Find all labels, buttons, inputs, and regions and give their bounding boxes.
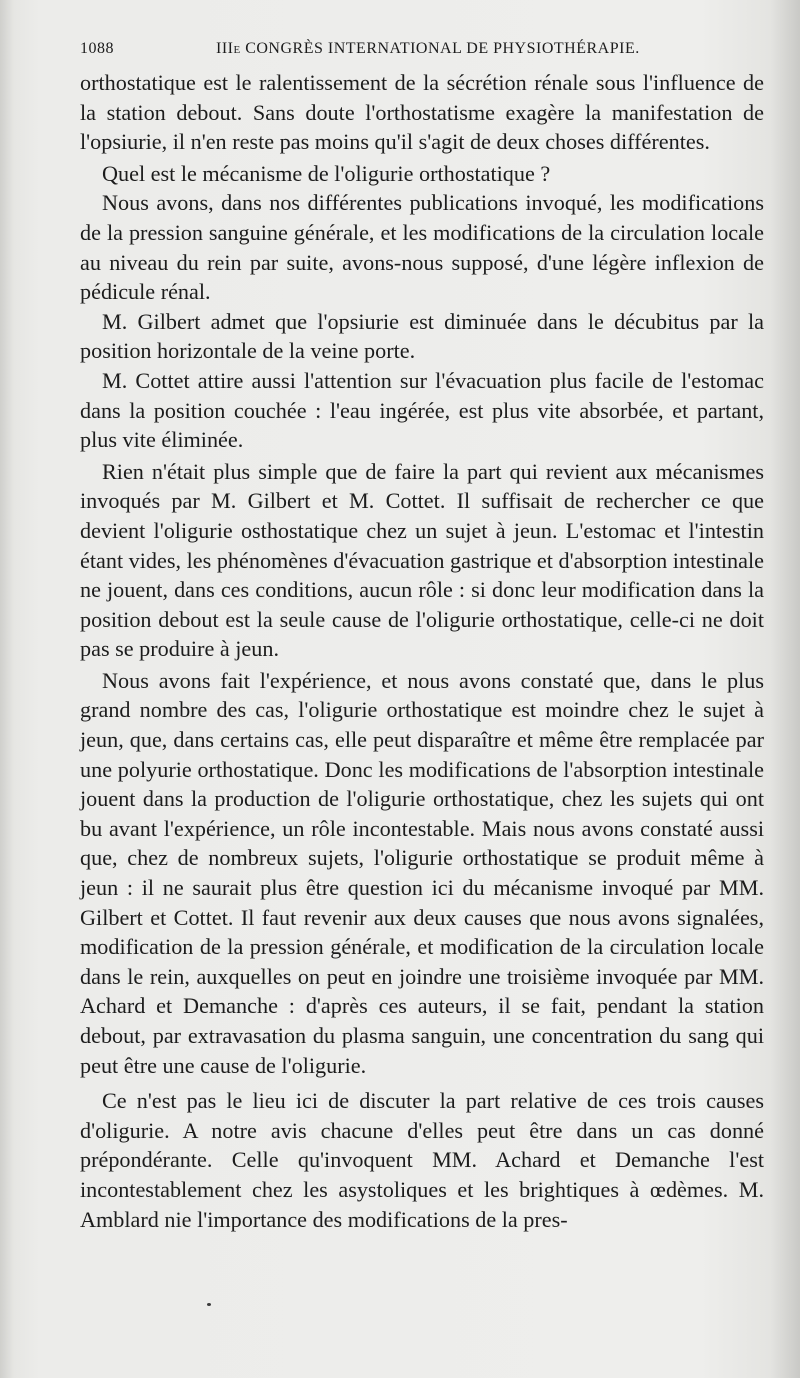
body-text: [80, 68, 764, 1234]
paragraph: Nous avons, dans nos différentes publications invoqué, les modifications de la pression sanguine générale, et les modifications de la circulation locale au niveau du rein par suite, avons-nous supposé, d'une légère inflexion de pédicule rénal.: [80, 190, 764, 305]
ink-speck: [207, 1303, 211, 1306]
paragraph: M. Gilbert admet que l'opsiurie est diminuée dans le décubitus par la position horizontale de la veine porte.: [80, 308, 764, 364]
running-head: [80, 40, 756, 64]
paragraph: orthostatique est le ralentissement de la sécrétion rénale sous l'influence de la station debout. Sans doute l'orthostatisme exagère la manifestation de l'opsiurie, il n'en reste pas moins qu'il s'agit de deux choses différentes.: [80, 70, 764, 155]
paragraph: M. Cottet attire aussi l'attention sur l'évacuation plus facile de l'estomac dans la position couchée : l'eau ingérée, est plus vite absorbée, et partant, plus vite éliminée.: [80, 367, 764, 453]
page-number: 1088: [80, 40, 114, 57]
paragraph: Rien n'était plus simple que de faire la part qui revient aux mécanismes invoqués par M. Gilbert et M. Cottet. Il suffisait de rechercher ce que devient l'oligurie osthostatique chez un sujet à jeun. L'estomac et l'intestin étant vides, les phénomènes d'évacuation gastrique et d'absorption intestinale ne jouent, dans ces conditions, aucun rôle : si donc leur modification dans la position debout est la seule cause de l'oligurie orthostatique, celle-ci ne doit pas se produire à jeun.: [80, 458, 764, 662]
running-title: IIIe CONGRÈS INTERNATIONAL DE PHYSIOTHÉRAPIE.: [216, 40, 640, 57]
paragraph: Quel est le mécanisme de l'oligurie orthostatique ?: [102, 160, 551, 186]
paragraph: Ce n'est pas le lieu ici de discuter la part relative de ces trois causes d'oligurie. A notre avis chacune d'elles peut être dans un cas donné prépondérante. Celle qu'invoquent MM. Achard et Demanche l'est incontestablement chez les asystoliques et les brightiques à œdèmes. M. Amblard nie l'importance des modifications de la pres-: [80, 1088, 764, 1232]
paragraph: Nous avons fait l'expérience, et nous avons constaté que, dans le plus grand nombre des cas, l'oligurie orthostatique est moindre chez le sujet à jeun, que, dans certains cas, elle peut disparaître et même être remplacée par une polyurie orthostatique. Donc les modifications de l'absorption intestinale jouent dans la production de l'oligurie orthostatique, chez les sujets qui ont bu avant l'expérience, un rôle incontestable. Mais nous avons constaté aussi que, chez de nombreux sujets, l'oligurie orthostatique se produit même à jeun : il ne saurait plus être question ici du mécanisme invoqué par MM. Gilbert et Cottet. Il faut revenir aux deux causes que nous avons signalées, modification de la pression générale, et modification de la circulation locale dans le rein, auxquelles on peut en joindre une troisième invoquée par MM. Achard et Demanche : d'après ces auteurs, il se fait, pendant la station debout, par extravasation du plasma sanguin, une concentration du sang qui peut être une cause de l'oligurie.: [80, 667, 764, 1078]
